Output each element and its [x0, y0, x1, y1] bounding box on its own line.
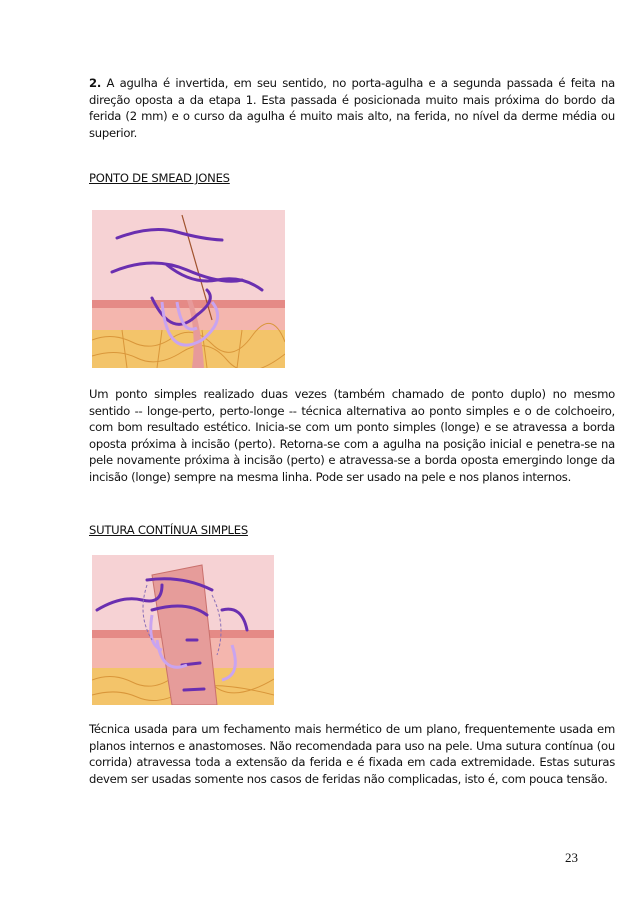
smead-jones-illustration [92, 210, 285, 368]
heading-smead-jones: PONTO DE SMEAD JONES [89, 171, 230, 185]
step-number: 2. [89, 76, 101, 90]
page-number: 23 [565, 850, 578, 865]
paragraph-step-2 [89, 75, 615, 141]
step-text: A agulha é invertida, em seu sentido, no porta-agulha e a segunda passada é feita na direção oposta a da etapa 1. Esta passada é posicionada muito mais próxima do bordo da ferida (2 mm) e o curso da agulha é muito mais alto, na ferida, no nível da derme média ou superior. [89, 76, 615, 140]
heading-continuous-suture: SUTURA CONTÍNUA SIMPLES [89, 523, 248, 537]
continuous-suture-illustration [92, 555, 274, 705]
continuous-suture-description: Técnica usada para um fechamento mais hermético de um plano, frequentemente usada em planos internos e anastomoses. Não recomendada para uso na pele. Uma sutura contínua (ou corrida) atravessa toda a extensão da ferida e é fixada em cada extremidade. Estas suturas devem ser usadas somente nos casos de feridas não complicadas, isto é, com pouca tensão. [89, 722, 615, 786]
smead-jones-description: Um ponto simples realizado duas vezes (também chamado de ponto duplo) no mesmo sentido -- longe-perto, perto-longe -- técnica alternativa ao ponto simples e o de colchoeiro, com bom resultado estético. Inicia-se com um ponto simples (longe) e se atravessa a borda oposta próxima à incisão (perto). Retorna-se com a agulha na posição inicial e penetra-se na pele novamente próxima à incisão (perto) e atravessa-se a borda oposta emergindo longe da incisão (longe) sempre na mesma linha. Pode ser usado na pele e nos planos internos. [89, 387, 615, 484]
